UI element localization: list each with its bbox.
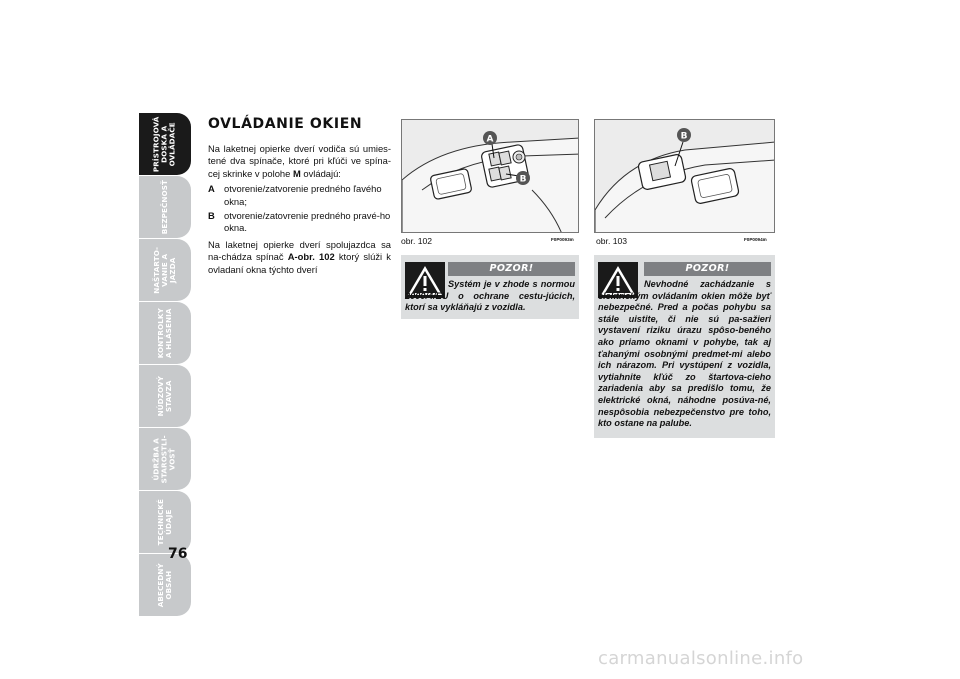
tab-udrzba[interactable] — [139, 428, 191, 490]
text-column — [208, 116, 391, 276]
switch-list — [208, 183, 391, 235]
callout-a: A — [486, 134, 494, 145]
warning-text: Systém je v zhode s normou 2000/4/EU o ochrane cestu-júcich, ktorí sa vykláňajú z vozidla. — [405, 279, 575, 313]
page-number: 76 — [168, 546, 188, 562]
tab-kontrolky[interactable] — [139, 302, 191, 364]
callout-b: B — [680, 131, 688, 142]
tab-label: NÚDZOVÝ STAVZA — [155, 375, 173, 417]
tab-bezpecnost[interactable] — [139, 176, 191, 238]
door-panel-illustration — [402, 120, 579, 233]
tab-nastartovanie[interactable] — [139, 239, 191, 301]
list-item — [208, 210, 391, 235]
watermark: carmanualsonline.info — [598, 648, 804, 669]
figure-caption: obr. 102 — [401, 236, 433, 246]
tab-label: ABECEDNÝ OBSAH — [155, 562, 173, 608]
warning-title: POZOR! — [448, 262, 575, 276]
passenger-paragraph: Na laketnej opierke dverí spolujazdca sa na-chádza spínač A-obr. 102 ktorý slúži k ovladaní okna týchto dverí — [208, 238, 391, 275]
list-item — [208, 183, 391, 208]
list-text: otvorenie/zatvorenie predného ľavého okna; — [224, 183, 382, 207]
tab-label: PRÍSTROJOVÁ DOSKA A OVLÁDAČE — [151, 116, 178, 172]
tab-nudzovy-stav[interactable] — [139, 365, 191, 427]
list-letter: A — [208, 183, 215, 195]
tab-technicke-udaje[interactable] — [139, 491, 191, 553]
figure-passenger-door-switch — [594, 119, 775, 233]
side-tab-navigation — [139, 113, 191, 617]
tab-label: BEZPEČNOSŤ — [159, 179, 169, 235]
tab-pristrojova-doska[interactable] — [139, 113, 191, 175]
section-heading: OVLÁDANIE OKIEN — [208, 116, 363, 132]
list-letter: B — [208, 210, 215, 222]
intro-paragraph: Na laketnej opierke dverí vodiča sú umies-tené dva spínače, ktoré pri kľúči ve spína-cej skrinke v polohe M ovládajú: — [208, 143, 391, 179]
tab-abecedny-obsah[interactable] — [139, 554, 191, 616]
tab-label: NAŠTARTO- VANIE A JAZDA — [151, 246, 178, 294]
list-text: otvorenie/zatovrenie predného pravé-ho okna. — [224, 210, 391, 234]
figure-code: F0P0093m — [551, 237, 574, 242]
tab-label: KONTROLKY A HLÁSENIA — [155, 307, 173, 359]
tab-label: ÚDRŽBA A STAROSTLI- VOSŤ — [151, 434, 178, 484]
tab-label: TECHNICKÉ ÚDAJE — [155, 498, 173, 546]
warning-title: POZOR! — [644, 262, 771, 276]
warning-box — [594, 255, 775, 438]
warning-box — [401, 255, 579, 319]
figure-driver-door-switches — [401, 119, 579, 233]
figure-caption: obr. 103 — [596, 236, 628, 246]
figure-code: F0P0094m — [744, 237, 767, 242]
door-panel-illustration — [595, 120, 775, 233]
warning-text: Nevhodné zachádzanie s elektrickým ovládaním okien môže byť nebezpečné. Pred a počas pohybu sa stále uistite, či nie sú pa-sažieri vystavení riziku úrazu spôso-beného ako priamo oknami v pohybe, tak aj ťahanými osobnými predmet-mi alebo ich nárazom. Pri vystúpení z vozidla, vytiahnite kľúč zo štartova-cieho zariadenia aby sa predišlo tomu, že elektrické okná, náhodne posúva-né, nespôsobia nebezpečenstvo pre toho, kto ostane na palube. — [598, 279, 771, 429]
callout-b: B — [519, 174, 527, 185]
